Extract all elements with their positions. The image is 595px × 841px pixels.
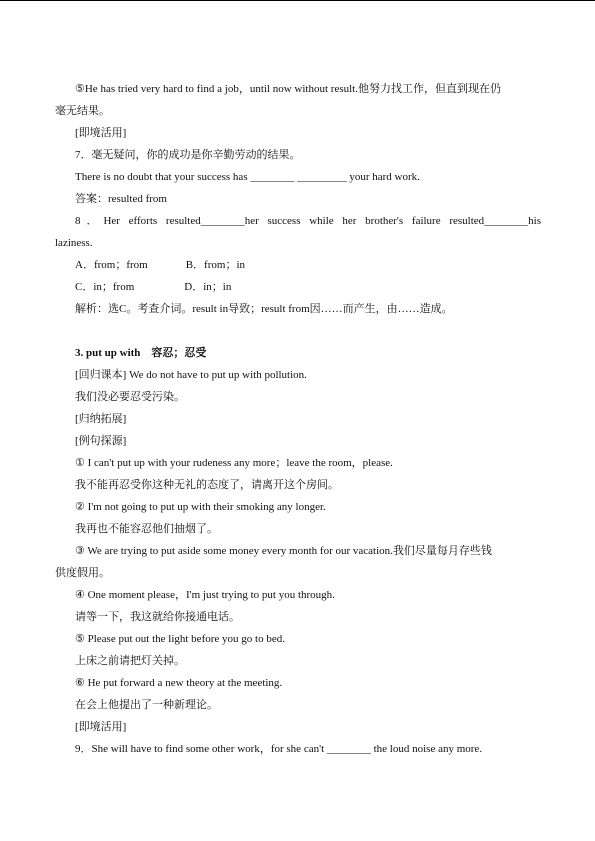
example-5-chinese-part1: 他努力找工作，但直到现在仍 [357, 83, 501, 95]
example-3-chinese-part2: 供度假用。 [55, 567, 110, 579]
example-1-english: ① I can't put up with your rudeness any more；leave the room，please. [75, 457, 393, 469]
examples-label: [例句探源] [75, 435, 127, 447]
example-4-english: ④ One moment please，I'm just trying to put you through. [75, 589, 335, 601]
textbook-english: [回归课本] We do not have to put up with pollution. [75, 369, 307, 381]
option-b: B．from；in [185, 259, 245, 271]
section-gap [55, 320, 541, 342]
summary-label: [归纳拓展] [75, 413, 127, 425]
question-7-stem: 7．毫无疑问，你的成功是你辛勤劳动的结果。 [75, 149, 301, 161]
example-2-chinese: 我再也不能容忍他们抽烟了。 [75, 523, 218, 535]
question-8-options-row1 [55, 254, 541, 276]
example-5-chinese-part2: 毫无结果。 [55, 105, 110, 117]
section-3-heading: 3. put up with 容忍；忍受 [75, 347, 207, 359]
question-8-options-row2 [55, 276, 541, 298]
option-a: A．from；from [75, 259, 148, 271]
option-d: D．in；in [184, 281, 232, 293]
example-5-line [55, 78, 541, 100]
question-9-sentence: 9．She will have to find some other work，for she can't ________ the loud noise any more. [75, 743, 483, 755]
example-6-english: ⑥ He put forward a new theory at the meeting. [75, 677, 283, 689]
example-4-chinese: 请等一下，我这就给你接通电话。 [75, 611, 240, 623]
textbook-chinese: 我们没必要忍受污染。 [75, 391, 185, 403]
example-6-chinese: 在会上他提出了一种新理论。 [75, 699, 218, 711]
question-7-sentence: There is no doubt that your success has ________ _________ your hard work. [75, 171, 420, 183]
page-top-rule [0, 0, 595, 1]
document-page [55, 78, 541, 760]
question-8-line1: 8．Her efforts resulted________her success while her brother's failure resulted________his [75, 215, 541, 227]
example-5-english: ⑤He has tried very hard to find a job，until now without result. [75, 83, 358, 95]
practice-label-1: [即境活用] [75, 127, 127, 139]
question-8-analysis: 解析：选C。考查介词。result in导致；result from因……而产生，由……造成。 [75, 303, 453, 315]
example-3-english: ③ We are trying to put aside some money every month for our vacation. [75, 545, 393, 557]
example-1-chinese: 我不能再忍受你这种无礼的态度了，请离开这个房间。 [75, 479, 339, 491]
practice-label-2: [即境活用] [75, 721, 127, 733]
example-5b-chinese: 上床之前请把灯关掉。 [75, 655, 185, 667]
example-5b-english: ⑤ Please put out the light before you go to bed. [75, 633, 285, 645]
example-3-line [55, 540, 541, 562]
question-8-line2: laziness. [55, 237, 93, 249]
example-3-chinese-part1: 我们尽量每月存些钱 [392, 545, 492, 557]
question-7-answer: 答案：resulted from [75, 193, 167, 205]
option-c: C．in；from [75, 281, 135, 293]
example-2-english: ② I'm not going to put up with their smoking any longer. [75, 501, 326, 513]
